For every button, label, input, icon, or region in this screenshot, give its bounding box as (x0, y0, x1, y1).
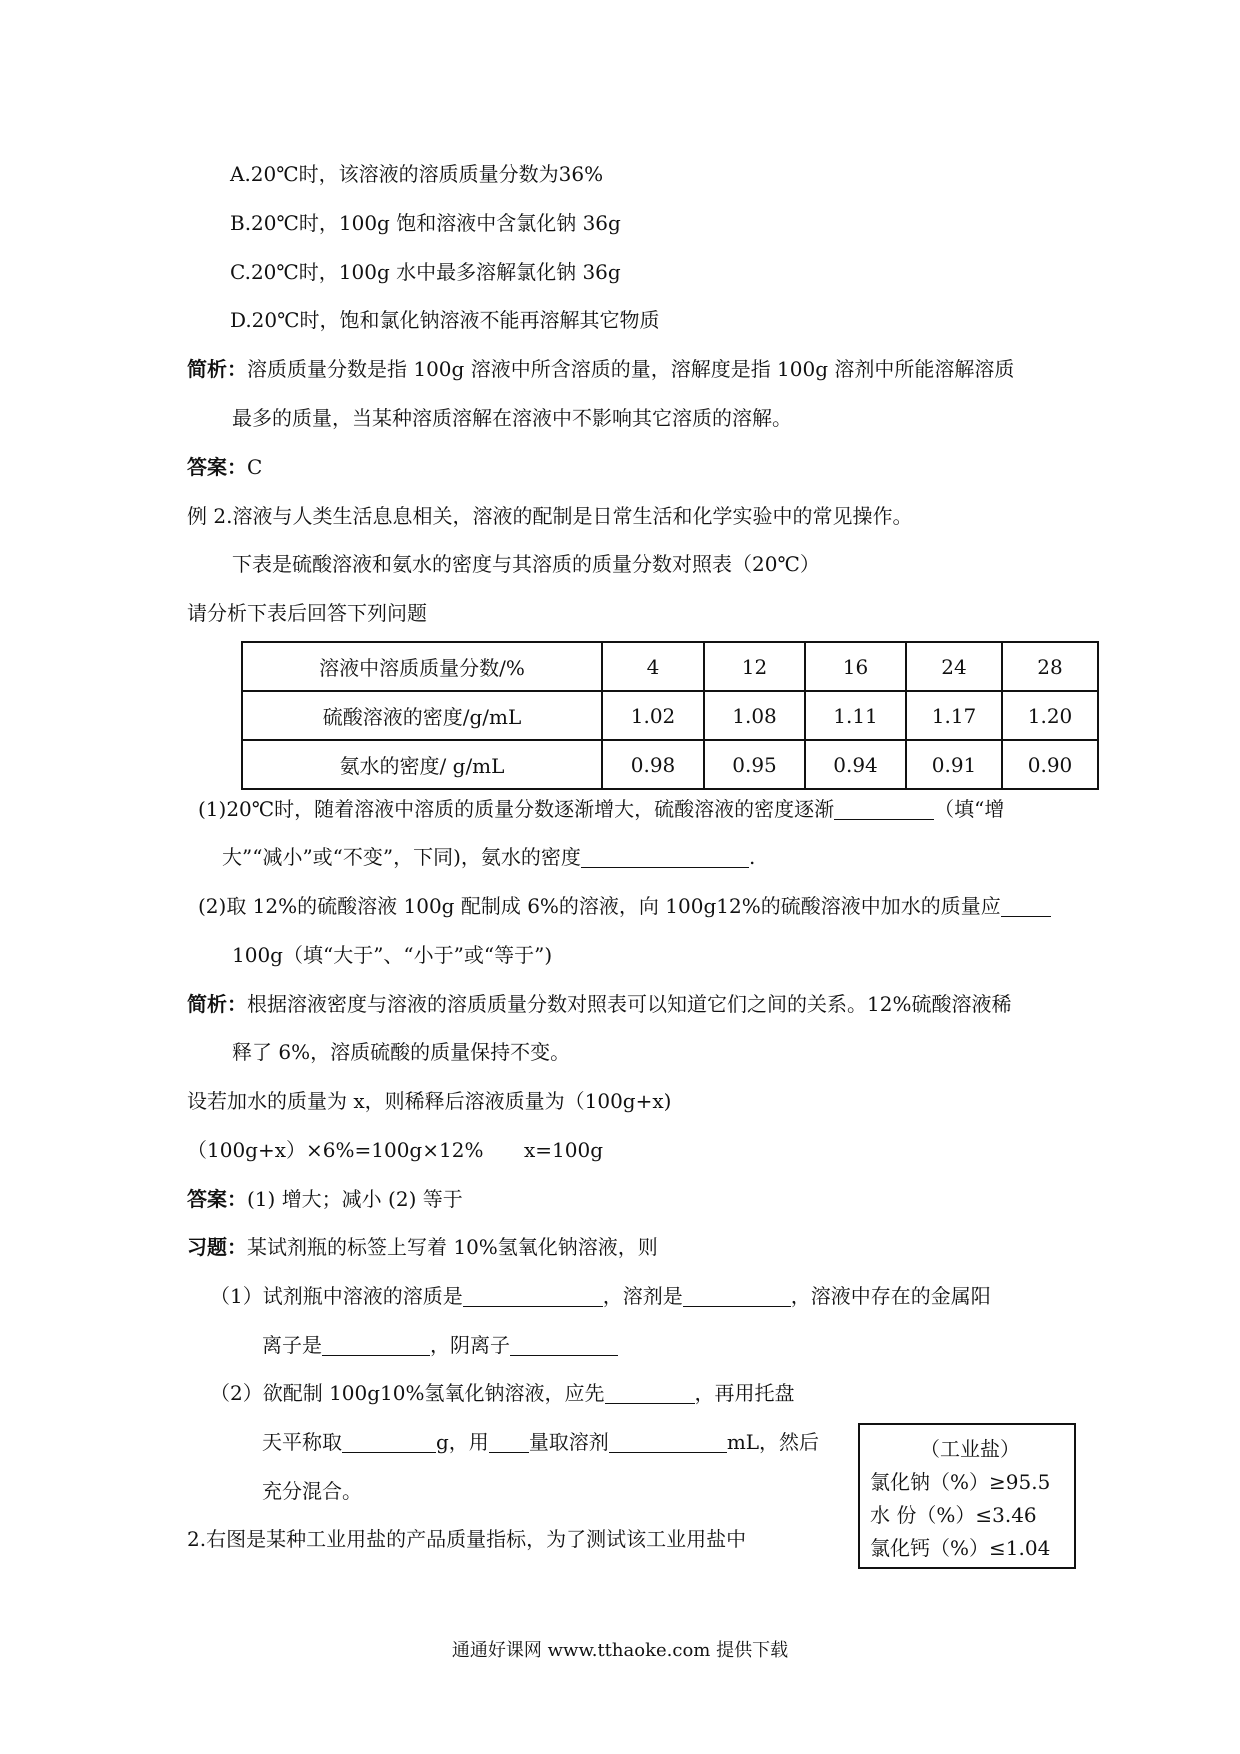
answer-blank[interactable] (834, 797, 934, 820)
table-cell: 氨水的密度/ g/mL (242, 740, 602, 789)
option-c: C.20℃时，100g 水中最多溶解氯化钠 36g (230, 260, 621, 284)
table-cell: 0.98 (602, 740, 704, 789)
table-cell: 溶液中溶质质量分数/% (242, 642, 602, 691)
table-cell: 硫酸溶液的密度/g/mL (242, 691, 602, 740)
question-text: ，溶液中存在的金属阳 (790, 1284, 991, 1308)
industrial-salt-label-box (858, 1423, 1076, 1569)
exercise-label: 习题： (187, 1235, 247, 1259)
salt-box-line: 氯化钠（%）≥95.5 (870, 1470, 1051, 1494)
question-text: (2)取 12%的硫酸溶液 100g 配制成 6%的溶液，向 100g12%的硫酸溶液中加水的质量应 (198, 894, 1001, 918)
question-text: ，溶剂是 (602, 1284, 683, 1308)
analysis-1-line-1 (187, 355, 1014, 383)
question-text: . (748, 845, 756, 869)
exercise-q1-line-1 (210, 1282, 991, 1310)
table-cell: 0.95 (704, 740, 805, 789)
problem-2-text: 2.右图是某种工业用盐的产品质量指标，为了测试该工业用盐中 (187, 1527, 747, 1551)
exercise-q2-line-1 (210, 1379, 795, 1407)
answer-1 (187, 453, 262, 481)
table-row (242, 740, 1098, 789)
answer-2 (187, 1185, 463, 1213)
question-text: (1)20℃时，随着溶液中溶质的质量分数逐渐增大，硫酸溶液的密度逐渐 (198, 797, 835, 821)
answer-label: 答案： (187, 455, 247, 479)
question-text: （填“增 (934, 797, 1005, 821)
table-cell: 24 (906, 642, 1002, 691)
salt-box-line: 氯化钙（%）≤1.04 (870, 1536, 1051, 1560)
analysis-1-line-2: 最多的质量，当某种溶质溶解在溶液中不影响其它溶质的溶解。 (232, 406, 792, 430)
question-text: ，再用托盘 (694, 1381, 795, 1405)
analysis-2-line-1 (187, 990, 1011, 1018)
table-cell: 0.94 (805, 740, 906, 789)
table-cell: 16 (805, 642, 906, 691)
question-text: mL，然后 (726, 1430, 820, 1454)
answer-blank[interactable] (322, 1333, 430, 1356)
table-cell: 28 (1002, 642, 1098, 691)
exercise-q2-line-3: 充分混合。 (262, 1479, 362, 1503)
option-d: D.20℃时，饱和氯化钠溶液不能再溶解其它物质 (230, 308, 660, 332)
answer-blank[interactable] (463, 1284, 603, 1307)
page-footer: 通通好课网 www.tthaoke.com 提供下载 (451, 1640, 789, 1661)
question-2-line-1 (198, 892, 1051, 920)
example-2-intro: 下表是硫酸溶液和氨水的密度与其溶质的质量分数对照表（20℃） (232, 552, 820, 576)
table-cell: 1.08 (704, 691, 805, 740)
question-text: 离子是 (262, 1333, 322, 1357)
option-a: A.20℃时，该溶液的溶质质量分数为36% (230, 162, 604, 186)
example-2-prompt: 请分析下表后回答下列问题 (187, 601, 427, 625)
example-2-title: 例 2.溶液与人类生活息息相关，溶液的配制是日常生活和化学实验中的常见操作。 (187, 504, 913, 528)
exercise-title (187, 1233, 658, 1261)
answer-blank[interactable] (489, 1430, 529, 1453)
salt-box-line: 水 份（%）≤3.46 (870, 1503, 1037, 1527)
answer-blank[interactable] (581, 845, 749, 868)
table-cell: 1.17 (906, 691, 1002, 740)
exercise-text: 某试剂瓶的标签上写着 10%氢氧化钠溶液，则 (247, 1235, 658, 1259)
question-1-line-1 (198, 795, 1004, 823)
table-cell: 0.90 (1002, 740, 1098, 789)
analysis-text: 溶质质量分数是指 100g 溶液中所含溶质的量，溶解度是指 100g 溶剂中所能溶解溶质 (247, 357, 1015, 381)
exercise-q2-line-2 (262, 1428, 819, 1456)
density-table (241, 641, 1099, 790)
table-cell: 1.02 (602, 691, 704, 740)
answer-blank[interactable] (683, 1284, 791, 1307)
answer-blank[interactable] (605, 1381, 695, 1404)
answer-label: 答案： (187, 1187, 247, 1211)
table-cell: 4 (602, 642, 704, 691)
answer-text: C (247, 455, 263, 479)
salt-box-title: （工业盐） (920, 1437, 1020, 1461)
option-b: B.20℃时，100g 饱和溶液中含氯化钠 36g (230, 211, 621, 235)
solution-line-1: 设若加水的质量为 x，则稀释后溶液质量为（100g+x) (187, 1089, 672, 1113)
answer-blank[interactable] (609, 1430, 727, 1453)
table-row (242, 642, 1098, 691)
answer-blank[interactable] (510, 1333, 618, 1356)
answer-text: (1) 增大；减小 (2) 等于 (247, 1187, 463, 1211)
analysis-2-line-2: 释了 6%，溶质硫酸的质量保持不变。 (232, 1040, 571, 1064)
question-text: 量取溶剂 (528, 1430, 609, 1454)
analysis-label: 简析： (187, 357, 247, 381)
table-cell: 1.20 (1002, 691, 1098, 740)
exercise-q1-line-2 (262, 1331, 618, 1359)
analysis-text: 根据溶液密度与溶液的溶质质量分数对照表可以知道它们之间的关系。12%硫酸溶液稀 (247, 992, 1012, 1016)
question-2-line-2: 100g（填“大于”、“小于”或“等于”) (232, 943, 553, 967)
solution-equation-2: x=100g (524, 1138, 604, 1162)
question-1-line-2 (222, 843, 755, 871)
question-text: （2）欲配制 100g10%氢氧化钠溶液，应先 (210, 1381, 605, 1405)
question-text: （1）试剂瓶中溶液的溶质是 (210, 1284, 463, 1308)
table-cell: 12 (704, 642, 805, 691)
table-row (242, 691, 1098, 740)
question-text: 大”“减小”或“不变”，下同)，氨水的密度 (222, 845, 581, 869)
answer-blank[interactable] (342, 1430, 436, 1453)
answer-blank[interactable] (1001, 894, 1051, 917)
solution-equation-1: （100g+x）×6%=100g×12% (187, 1138, 484, 1162)
analysis-label: 简析： (187, 992, 247, 1016)
question-text: 天平称取 (262, 1430, 342, 1454)
question-text: ，阴离子 (430, 1333, 510, 1357)
table-cell: 1.11 (805, 691, 906, 740)
question-text: g，用 (436, 1430, 489, 1454)
table-cell: 0.91 (906, 740, 1002, 789)
